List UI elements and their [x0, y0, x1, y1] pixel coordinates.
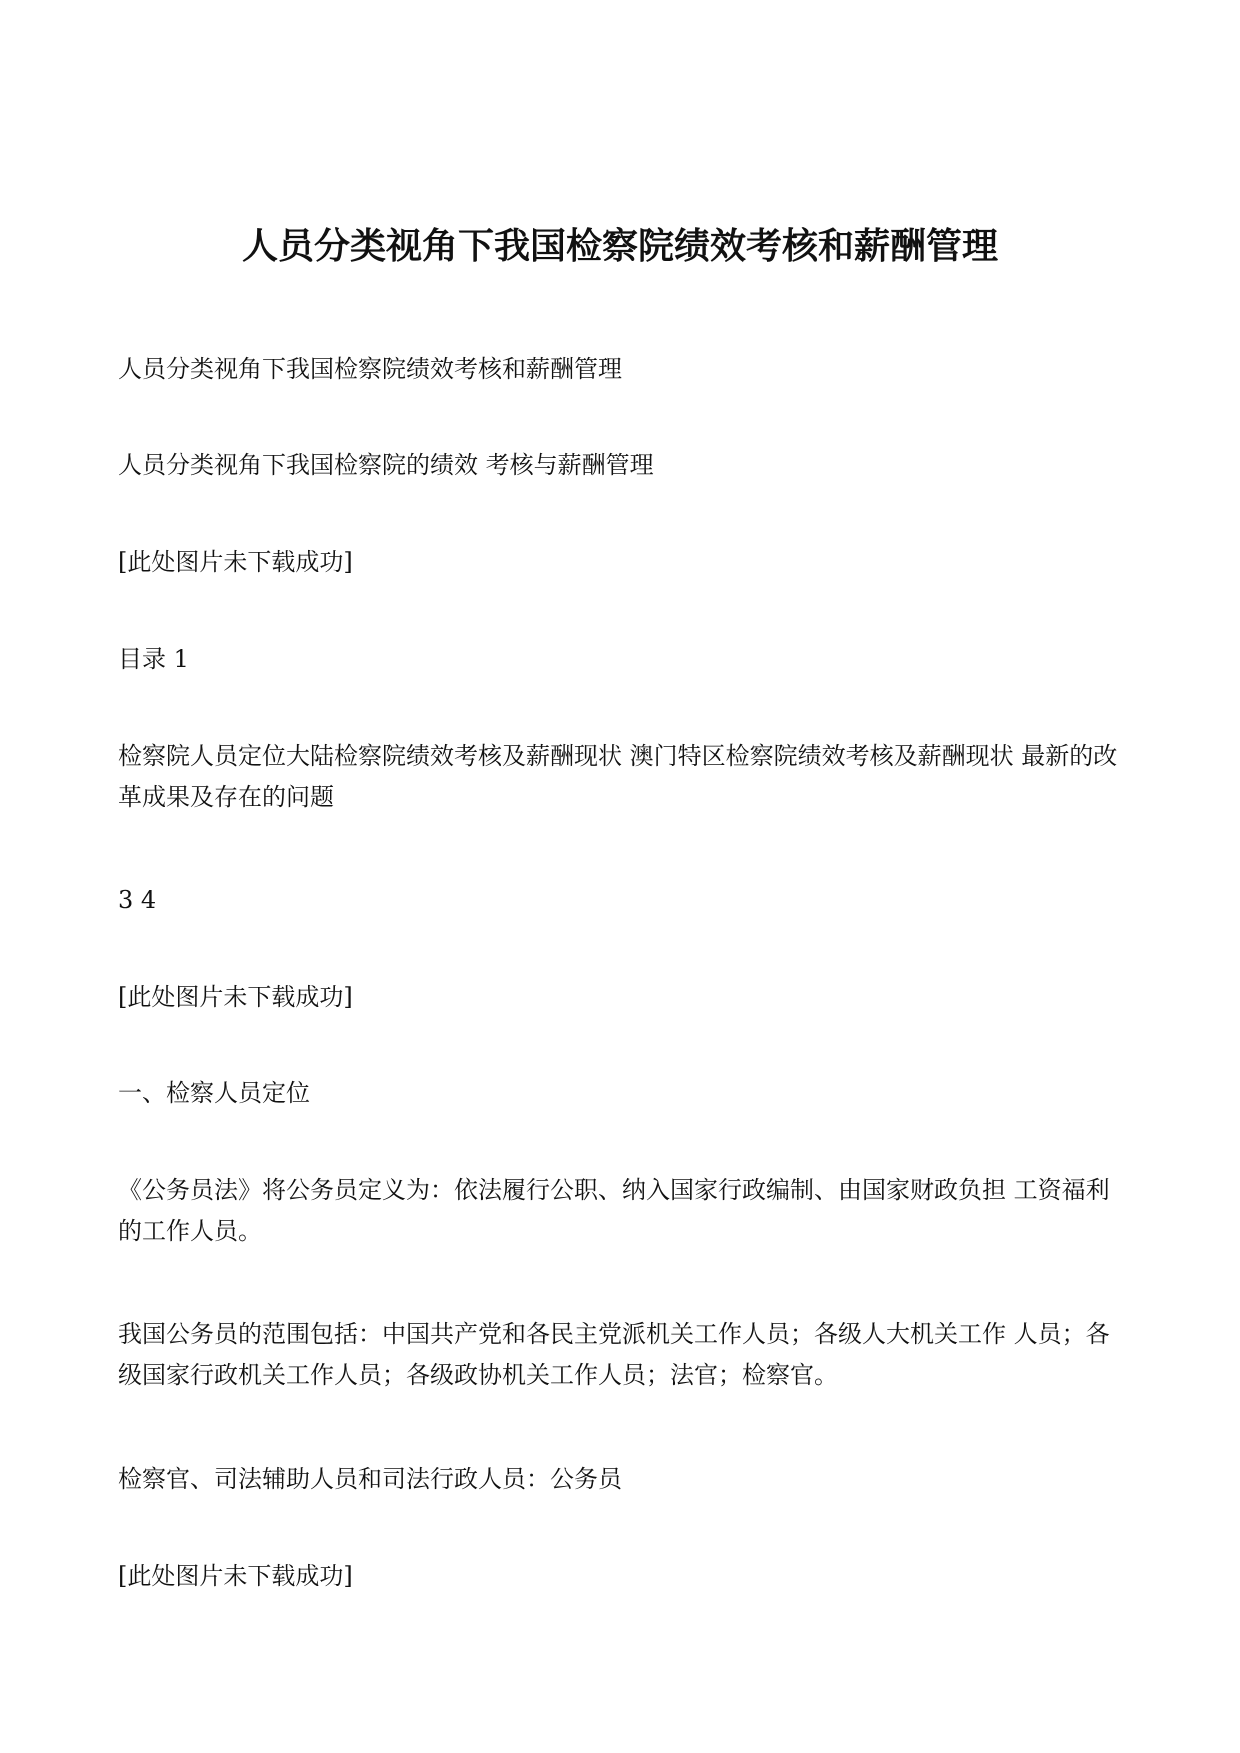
- body-paragraph: 《公务员法》将公务员定义为：依法履行公职、纳入国家行政编制、由国家财政负担 工资福利的工作人员。: [118, 1176, 1110, 1245]
- section-heading: 一、检察人员定位: [118, 1079, 310, 1107]
- body-paragraph: 我国公务员的范围包括：中国共产党和各民主党派机关工作人员；各级人大机关工作 人员；各级国家行政机关工作人员；各级政协机关工作人员；法官；检察官。: [118, 1320, 1110, 1389]
- toc-entries: 检察院人员定位大陆检察院绩效考核及薪酬现状 澳门特区检察院绩效考核及薪酬现状 最新的改革成果及存在的问题: [118, 742, 1118, 811]
- subtitle-line: 人员分类视角下我国检察院绩效考核和薪酬管理: [118, 355, 622, 383]
- missing-image-placeholder: [此处图片未下载成功]: [118, 983, 353, 1011]
- toc-page-numbers: 3 4: [118, 886, 157, 914]
- body-paragraph: 检察官、司法辅助人员和司法行政人员：公务员: [118, 1465, 622, 1493]
- subtitle-line-alt: 人员分类视角下我国检察院的绩效 考核与薪酬管理: [118, 451, 654, 479]
- toc-heading: 目录 1: [118, 645, 189, 673]
- missing-image-placeholder: [此处图片未下载成功]: [118, 548, 353, 576]
- missing-image-placeholder: [此处图片未下载成功]: [118, 1562, 353, 1590]
- document-title: 人员分类视角下我国检察院绩效考核和薪酬管理: [241, 225, 998, 267]
